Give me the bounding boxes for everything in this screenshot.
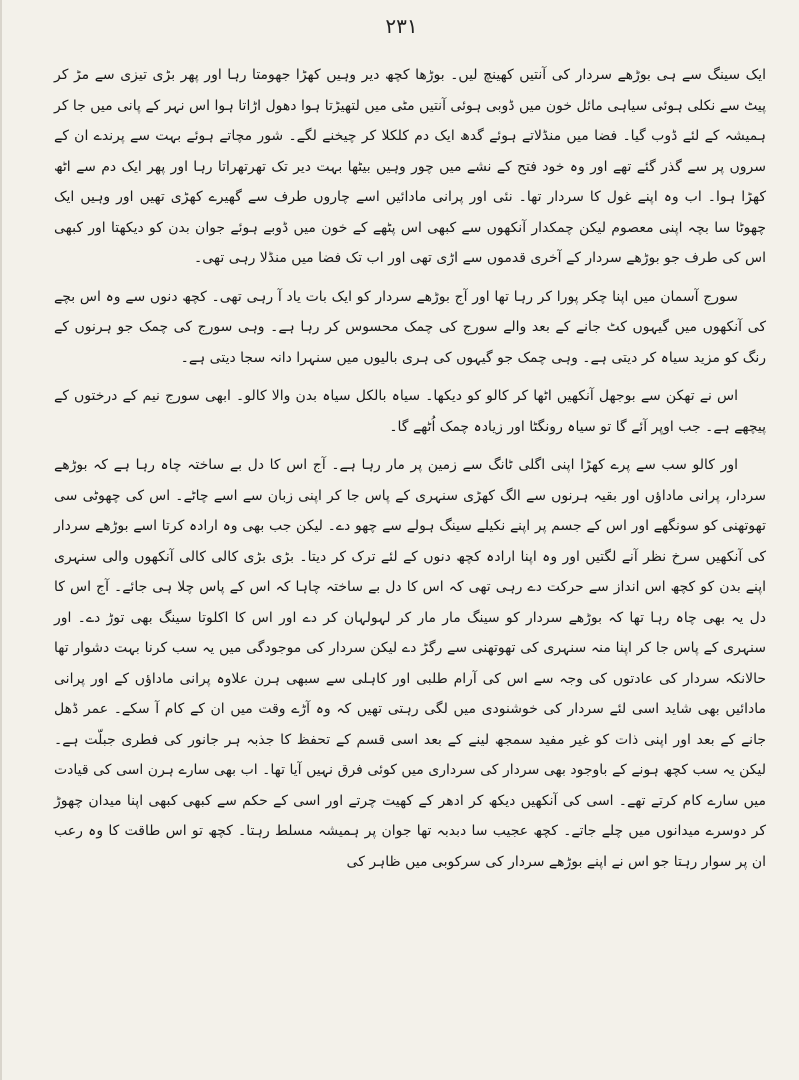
paragraph: اور کالو سب سے پرے کھڑا اپنی اگلی ٹانگ سے زمین پر مار رہا ہے۔ آج اس کا دل بے ساختہ چاہ رہا ہے کہ بوڑھے سردار، پرانی ماداؤں اور بقیہ ہرنوں سے الگ کھڑی سنہری کے پاس جا کر اپنی زبان سے اسے چاٹے۔ اس کی چھوٹی سی تھوتھنی کو سونگھے اور اس کے جسم پر اپنے نکیلے سینگ ہولے سے چھو دے۔ لیکن جب بھی وہ ارادہ کرتا اسے بوڑھے سردار کی آنکھیں سرخ نظر آنے لگتیں اور وہ اپنا ارادہ کچھ دنوں کے لئے ترک کر دیتا۔ بڑی بڑی کالی کالی آنکھوں والی سنہری اپنے بدن کو کچھ اس انداز سے حرکت دے رہی تھی کہ اس کا دل بے ساختہ چاہا کہ اس کے پاس چلا ہی جائے۔ آج اس کا دل یہ بھی چاہ رہا تھا کہ بوڑھے سردار کو سینگ مار مار کر لہولہان کر دے اور اس کا اکلوتا سینگ بھی توڑ دے۔ اور سنہری کے پاس جا کر اپنا منہ سنہری کی تھوتھنی سے رگڑ دے لیکن سردار کی موجودگی میں یہ سب کرنا بہت دشوار تھا حالانکہ سردار کی عادتوں کی وجہ سے اس کی آرام طلبی اور کاہلی سے سبھی ہرن علاوہ پرانی ماداؤں کے اور پرانی مادائیں بھی شاید اسی لئے سردار کی خوشنودی میں لگی رہتی تھیں کہ وہ آڑے وقت میں ان کے کام آ سکے۔ عمر ڈھل جانے کے بعد اور اپنی ذات کو غیر مفید سمجھ لینے کے بعد اسی قسم کے تحفظ کا جذبہ ہر جانور کی فطری جبلّت ہے۔ لیکن یہ سب کچھ ہونے کے باوجود بھی سردار کی سرداری میں کوئی فرق نہیں آیا تھا۔ اب بھی سارے ہرن اسی کی قیادت میں سارے کام کرتے تھے۔ اسی کی آنکھیں دیکھ کر ادھر کے کھیت چرتے اور اسی کے حکم سے کبھی کبھی اپنا میدان چھوڑ کر دوسرے میدانوں میں چلے جاتے۔ کچھ عجیب سا دبدبہ تھا جوان پر ہمیشہ مسلط رہتا۔ کچھ تو اس طاقت کا وہ رعب ان پر سوار رہتا جو اس نے اپنے بوڑھے سردار کی سرکوبی میں ظاہر کی: [54, 457, 766, 870]
paragraph: اس نے تھکن سے بوجھل آنکھیں اٹھا کر کالو کو دیکھا۔ سیاہ بالکل سیاہ بدن والا کالو۔ ابھی سورج نیم کے درختوں کے پیچھے ہے۔ جب اوپر آئے گا تو سیاہ رونگٹا اور زیادہ چمک اُٹھے گا۔: [54, 388, 766, 435]
paragraph: ایک سینگ سے ہی بوڑھے سردار کی آنتیں کھینچ لیں۔ بوڑھا کچھ دیر وہیں کھڑا جھومتا رہا اور پھر بڑی تیزی سے مڑ کر پیٹ سے نکلی ہوئی سیاہی مائل خون میں ڈوبی ہوئی آنتیں مٹی میں لتھیڑتا ہوا دھول اڑاتا ہوا اس نہر کے پانی میں جا کر ہمیشہ کے لئے ڈوب گیا۔ فضا میں منڈلاتے ہوئے گدھ ایک دم کلکلا کر چیخنے لگے۔ شور مچاتے ہوئے بہت سے پرندے ان کے سروں پر سے گذر گئے تھے اور وہ خود فتح کے نشے میں چور وہیں بیٹھا بہت دیر تک تھرتھراتا رہا اور پھر ایک دم سے اٹھ کھڑا ہوا۔ اب وہ اپنے غول کا سردار تھا۔ نئی اور پرانی مادائیں اسے چاروں طرف سے گھیرے کھڑی تھیں اور وہیں ایک چھوٹا سا بچہ اپنی معصوم لیکن چمکدار آنکھوں سے کبھی اس پٹھے کے خون میں ڈوبے ہوئے جوان بدن کو دیکھتا اور کبھی اس کی طرف جو بوڑھے سردار کے آخری قدموں سے اڑی تھی اور اب تک فضا میں منڈلا رہی تھی۔: [54, 67, 766, 266]
page-number: ۲۳۱: [385, 14, 418, 38]
paragraph: سورج آسمان میں اپنا چکر پورا کر رہا تھا اور آج بوڑھے سردار کو ایک بات یاد آ رہی تھی۔ کچھ دنوں سے وہ اس بچے کی آنکھوں میں گیہوں کٹ جانے کے بعد والے سورج کی چمک محسوس کر رہا ہے۔ وہی سورج کی چمک جو ہرنوں کے رنگ کو مزید سیاہ کر دیتی ہے۔ وہی چمک جو گیہوں کی ہری بالیوں میں سنہرا دانہ سجا دیتی ہے۔: [54, 288, 766, 366]
body-text: [54, 60, 766, 877]
